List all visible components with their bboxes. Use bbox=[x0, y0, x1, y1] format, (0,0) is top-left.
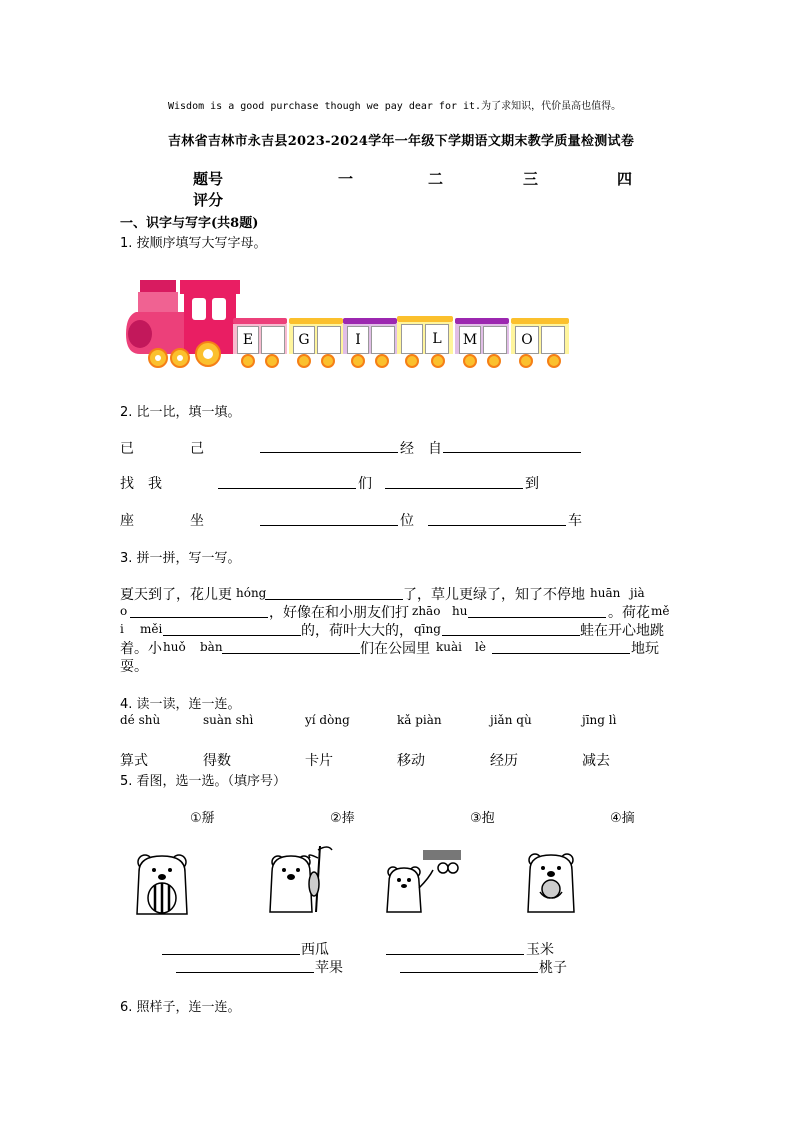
letter-box-3: I bbox=[347, 326, 369, 354]
q4-pinyin-item[interactable]: jiǎn qù bbox=[490, 713, 532, 727]
empty-letter-box-4[interactable] bbox=[401, 324, 423, 354]
q4-pinyin-item[interactable]: yí dòng bbox=[305, 713, 350, 727]
train-car-1 bbox=[233, 318, 287, 370]
empty-letter-box-2[interactable] bbox=[317, 326, 341, 354]
q2-char-c3: 位 bbox=[400, 513, 414, 529]
q3-pinyin: bàn bbox=[200, 640, 223, 654]
letter-box-4: L bbox=[425, 324, 449, 354]
q2-char-b2: 我 bbox=[148, 476, 162, 492]
q3-text: 了，草儿更绿了，知了不停地 bbox=[403, 587, 585, 603]
q5-option: ②捧 bbox=[330, 811, 355, 826]
q5-option: ①掰 bbox=[190, 811, 215, 826]
q2-char-a3: 座 bbox=[120, 513, 134, 529]
question-5-prompt: 5. 看图，选一选。（填序号） bbox=[120, 774, 287, 789]
q2-blank[interactable] bbox=[385, 487, 523, 489]
q4-word-item[interactable]: 经历 bbox=[490, 753, 518, 769]
q3-blank[interactable] bbox=[222, 652, 360, 654]
question-3-prompt: 3. 拼一拼，写一写。 bbox=[120, 551, 241, 566]
bear-apple-image bbox=[385, 848, 465, 914]
q3-text: 。荷花 bbox=[608, 605, 650, 621]
q3-pinyin: měi bbox=[140, 622, 163, 636]
q3-text: 们在公园里 bbox=[360, 641, 430, 657]
q3-pinyin: i bbox=[120, 622, 124, 636]
q5-option: ③抱 bbox=[470, 811, 495, 826]
q3-pinyin: hu bbox=[452, 604, 468, 618]
q4-pinyin-item[interactable]: suàn shì bbox=[203, 713, 254, 727]
question-2-prompt: 2. 比一比，填一填。 bbox=[120, 405, 241, 420]
q3-text: 蛙在开心地跳 bbox=[580, 623, 664, 639]
score-col-1: 一 bbox=[338, 170, 354, 188]
empty-letter-box-3[interactable] bbox=[371, 326, 395, 354]
q3-text: 着。小 bbox=[120, 641, 162, 657]
q5-item: 桃子 bbox=[539, 960, 567, 976]
q3-blank[interactable] bbox=[130, 616, 268, 618]
q4-pinyin-item[interactable]: dé shù bbox=[120, 713, 161, 727]
train-car-3 bbox=[343, 318, 397, 370]
score-col-2: 二 bbox=[428, 170, 444, 188]
wheel bbox=[547, 354, 561, 368]
letter-box-5: M bbox=[459, 326, 481, 354]
q3-pinyin: o bbox=[120, 604, 128, 618]
train-engine bbox=[126, 280, 244, 354]
q5-blank[interactable] bbox=[176, 971, 314, 973]
wheel bbox=[463, 354, 477, 368]
q3-pinyin: huān bbox=[590, 586, 621, 600]
q4-word-item[interactable]: 得数 bbox=[203, 753, 231, 769]
wheel bbox=[297, 354, 311, 368]
q2-char-d3: 车 bbox=[568, 513, 582, 529]
train-car-5 bbox=[455, 318, 509, 370]
bear-corn-image bbox=[266, 844, 336, 914]
q4-word-item[interactable]: 减去 bbox=[582, 753, 610, 769]
q3-text: 耍。 bbox=[120, 659, 148, 675]
q3-text: 的，荷叶大大的， bbox=[301, 623, 413, 639]
q2-char-b3: 坐 bbox=[190, 513, 204, 529]
q3-blank[interactable] bbox=[468, 616, 606, 618]
letter-box-2: G bbox=[293, 326, 315, 354]
wheel bbox=[405, 354, 419, 368]
q2-blank[interactable] bbox=[218, 487, 356, 489]
q2-char-b1: 己 bbox=[190, 441, 204, 457]
q2-blank[interactable] bbox=[443, 451, 581, 453]
q2-char-a1: 已 bbox=[120, 441, 134, 457]
question-6-prompt: 6. 照样子，连一连。 bbox=[120, 1000, 241, 1015]
score-col-4: 四 bbox=[617, 170, 633, 188]
q2-char-c1: 经 bbox=[400, 441, 414, 457]
empty-letter-box-1[interactable] bbox=[261, 326, 285, 354]
score-header-label: 题号 bbox=[193, 170, 224, 188]
section-heading: 一、识字与写字(共8题) bbox=[120, 216, 259, 231]
q4-word-item[interactable]: 卡片 bbox=[305, 753, 333, 769]
q3-pinyin: lè bbox=[475, 640, 486, 654]
wheel bbox=[351, 354, 365, 368]
q3-pinyin: jià bbox=[630, 586, 645, 600]
bear-peach-image bbox=[526, 852, 576, 914]
q3-pinyin: hóng bbox=[236, 586, 267, 600]
wheel bbox=[375, 354, 389, 368]
wheel bbox=[431, 354, 445, 368]
wheel bbox=[241, 354, 255, 368]
train-car-6 bbox=[511, 318, 569, 370]
q2-char-d2: 到 bbox=[525, 476, 539, 492]
score-row-label: 评分 bbox=[193, 191, 224, 209]
motto-line: Wisdom is a good purchase though we pay dear for it.为了求知识，代价虽高也值得。 bbox=[168, 101, 622, 112]
bear-watermelon-image bbox=[133, 852, 191, 916]
wheel bbox=[321, 354, 335, 368]
empty-letter-box-5[interactable] bbox=[483, 326, 507, 354]
q3-blank[interactable] bbox=[442, 634, 580, 636]
q4-word-item[interactable]: 移动 bbox=[397, 753, 425, 769]
wheel bbox=[519, 354, 533, 368]
q2-char-a2: 找 bbox=[120, 476, 134, 492]
letter-box-1: E bbox=[237, 326, 259, 354]
q5-blank[interactable] bbox=[162, 953, 300, 955]
q3-pinyin: kuài bbox=[436, 640, 462, 654]
q3-text: 夏天到了，花儿更 bbox=[120, 587, 232, 603]
empty-letter-box-6[interactable] bbox=[541, 326, 565, 354]
q5-blank[interactable] bbox=[386, 953, 524, 955]
q5-item: 苹果 bbox=[315, 960, 343, 976]
q2-blank[interactable] bbox=[260, 451, 398, 453]
q3-pinyin: qīng bbox=[414, 622, 441, 636]
exam-title: 吉林省吉林市永吉县2023-2024学年一年级下学期语文期末教学质量检测试卷 bbox=[168, 134, 635, 149]
q4-pinyin-item[interactable]: kǎ piàn bbox=[397, 713, 442, 727]
train-car-4 bbox=[397, 316, 453, 370]
q3-blank[interactable] bbox=[265, 598, 403, 600]
q3-pinyin: zhāo bbox=[412, 604, 441, 618]
wheel bbox=[487, 354, 501, 368]
q3-pinyin: huǒ bbox=[163, 640, 186, 654]
q5-item: 玉米 bbox=[526, 942, 554, 958]
q3-blank[interactable] bbox=[492, 652, 630, 654]
q5-item: 西瓜 bbox=[301, 942, 329, 958]
q4-word-item[interactable]: 算式 bbox=[120, 753, 148, 769]
question-4-prompt: 4. 读一读，连一连。 bbox=[120, 697, 241, 712]
q2-blank[interactable] bbox=[260, 524, 398, 526]
q3-pinyin: mě bbox=[651, 604, 670, 618]
q2-blank[interactable] bbox=[428, 524, 566, 526]
train-car-2 bbox=[289, 318, 343, 370]
q4-pinyin-item[interactable]: jīng lì bbox=[582, 713, 617, 727]
q5-option: ④摘 bbox=[610, 811, 635, 826]
q3-blank[interactable] bbox=[163, 634, 301, 636]
q3-text: 地玩 bbox=[631, 641, 659, 657]
q3-text: ，好像在和小朋友们打 bbox=[269, 605, 409, 621]
letter-box-6: O bbox=[515, 326, 539, 354]
q2-char-d1: 自 bbox=[428, 441, 442, 457]
score-col-3: 三 bbox=[523, 170, 539, 188]
wheel bbox=[265, 354, 279, 368]
q2-char-c2: 们 bbox=[358, 476, 372, 492]
question-1-prompt: 1. 按顺序填写大写字母。 bbox=[120, 236, 267, 251]
q5-blank[interactable] bbox=[400, 971, 538, 973]
